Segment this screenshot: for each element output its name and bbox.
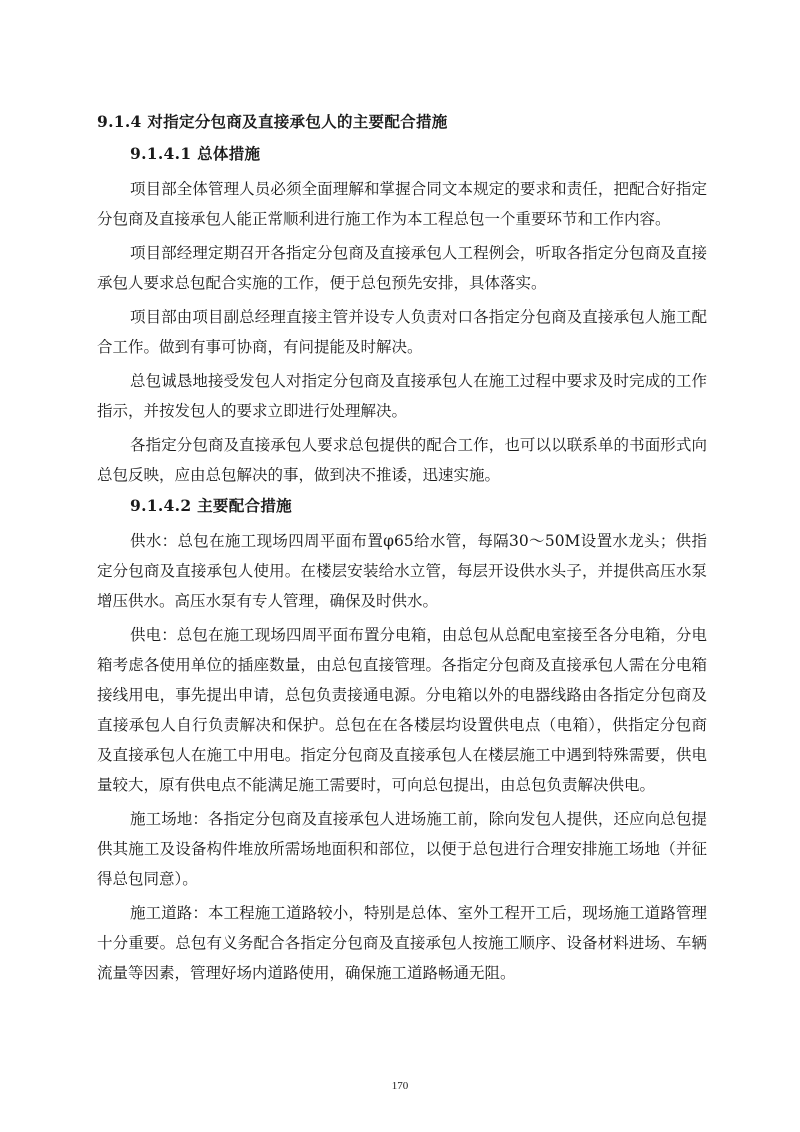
subsection-heading-overall: 9.1.4.1 总体措施 [130,144,261,163]
paragraph: 各指定分包商及直接承包人要求总包提供的配合工作，也可以以联系单的书面形式向总包反映，应由总包解决的事，做到决不推诿，迅速实施。 [97,436,707,484]
subsection-heading-main: 9.1.4.2 主要配合措施 [130,496,292,515]
section-heading: 9.1.4 对指定分包商及直接承包人的主要配合措施 [97,112,448,131]
page-content [97,110,707,992]
paragraph: 项目部由项目副总经理直接主管并设专人负责对口各指定分包商及直接承包人施工配合工作。做到有事可协商，有问提能及时解决。 [97,308,707,356]
paragraph-power-supply: 供电：总包在施工现场四周平面布置分电箱，由总包从总配电室接至各分电箱，分电箱考虑各使用单位的插座数量，由总包直接管理。各指定分包商及直接承包人需在分电箱接线用电，事先提出申请，总包负责接通电源。分电箱以外的电器线路由各指定分包商及直接承包人自行负责解决和保护。总包在在各楼层均设置供电点（电箱），供指定分包商及直接承包人在施工中用电。指定分包商及直接承包人在楼层施工中遇到特殊需要，供电量较大，原有供电点不能满足施工需要时，可向总包提出，由总包负责解决供电。 [97,626,707,794]
paragraph: 总包诚恳地接受发包人对指定分包商及直接承包人在施工过程中要求及时完成的工作指示，并按发包人的要求立即进行处理解决。 [97,372,707,420]
paragraph: 项目部全体管理人员必须全面理解和掌握合同文本规定的要求和责任，把配合好指定分包商及直接承包人能正常顺利进行施工作为本工程总包一个重要环节和工作内容。 [97,180,707,228]
paragraph-construction-site: 施工场地：各指定分包商及直接承包人进场施工前，除向发包人提供，还应向总包提供其施工及设备构件堆放所需场地面积和部位，以便于总包进行合理安排施工场地（并征得总包同意）。 [97,810,707,888]
page-number: 170 [391,1080,409,1092]
paragraph-water-supply: 供水：总包在施工现场四周平面布置φ65给水管，每隔30～50M设置水龙头；供指定分包商及直接承包人使用。在楼层安装给水立管，每层开设供水头子，并提供高压水泵增压供水。高压水泵有专人管理，确保及时供水。 [97,532,707,610]
paragraph-construction-roads: 施工道路：本工程施工道路较小，特别是总体、室外工程开工后，现场施工道路管理十分重要。总包有义务配合各指定分包商及直接承包人按施工顺序、设备材料进场、车辆流量等因素，管理好场内道路使用，确保施工道路畅通无阻。 [97,904,707,982]
paragraph: 项目部经理定期召开各指定分包商及直接承包人工程例会，听取各指定分包商及直接承包人要求总包配合实施的工作，便于总包预先安排，具体落实。 [97,244,707,292]
